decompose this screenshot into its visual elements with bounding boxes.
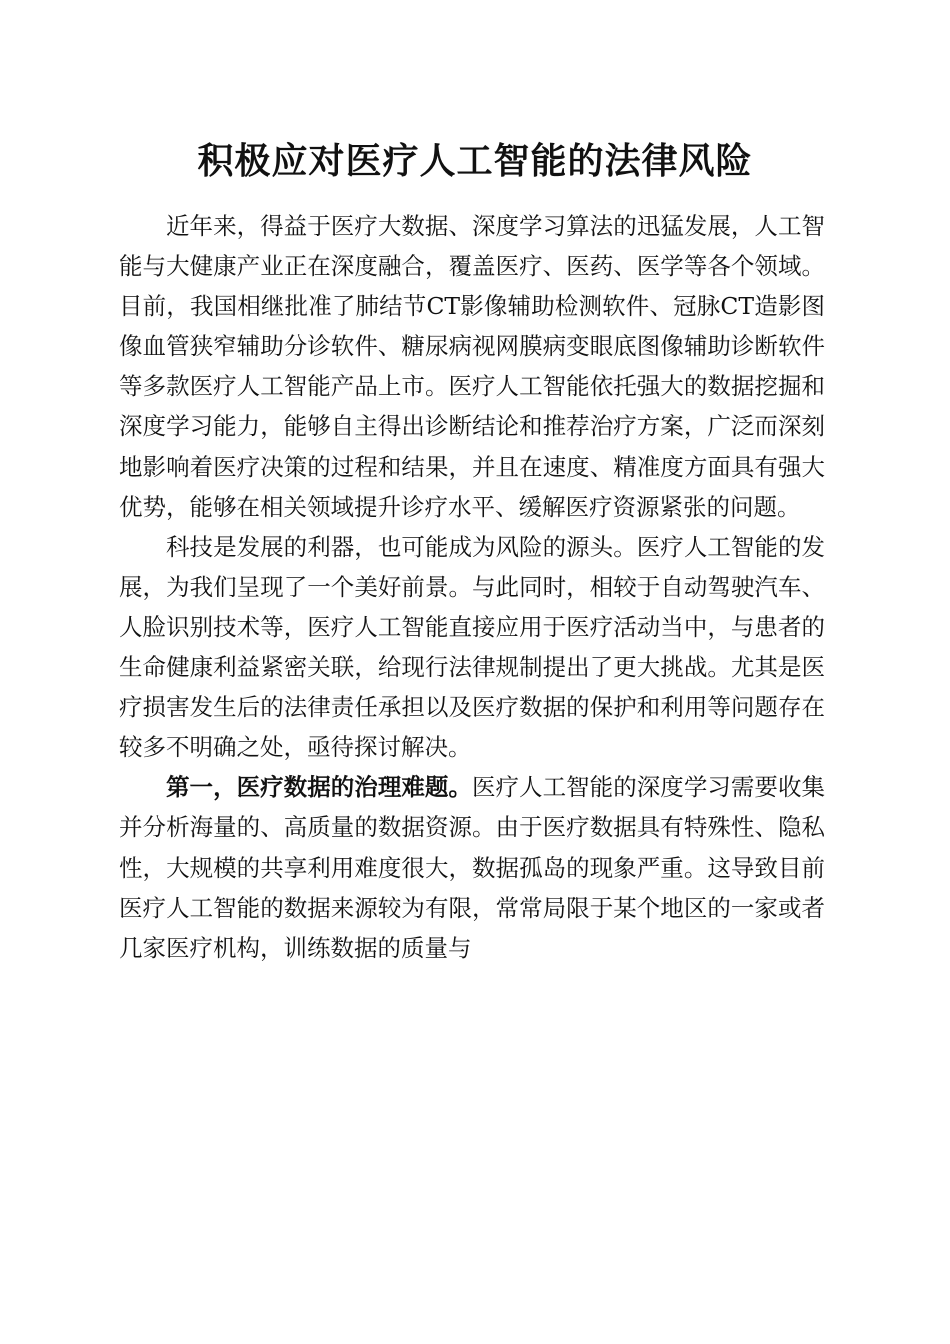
paragraph-intro <box>119 206 825 527</box>
document-body <box>119 206 825 968</box>
paragraph-risk-text: 科技是发展的利器，也可能成为风险的源头。医疗人工智能的发展，为我们呈现了一个美好前景。与此同时，相较于自动驾驶汽车、人脸识别技术等，医疗人工智能直接应用于医疗活动当中，与患者的生命健康利益紧密关联，给现行法律规制提出了更大挑战。尤其是医疗损害发生后的法律责任承担以及医疗数据的保护和利用等问题存在较多不明确之处，亟待探讨解决。 <box>119 532 825 762</box>
document-title: 积极应对医疗人工智能的法律风险 <box>197 140 753 182</box>
paragraph-intro-text: 近年来，得益于医疗大数据、深度学习算法的迅猛发展，人工智能与大健康产业正在深度融合，覆盖医疗、医药、医学等各个领域。目前，我国相继批准了肺结节CT影像辅助检测软件、冠脉CT造影图像血管狭窄辅助分诊软件、糖尿病视网膜病变眼底图像辅助诊断软件等多款医疗人工智能产品上市。医疗人工智能依托强大的数据挖掘和深度学习能力，能够自主得出诊断结论和推荐治疗方案，广泛而深刻地影响着医疗决策的过程和结果，并且在速度、精准度方面具有强大优势，能够在相关领域提升诊疗水平、缓解医疗资源紧张的问题。 <box>119 212 825 521</box>
paragraph-data-governance <box>119 767 825 967</box>
paragraph-lead-heading: 第一，医疗数据的治理难题。 <box>166 773 472 802</box>
paragraph-data-governance-text: 医疗人工智能的深度学习需要收集并分析海量的、高质量的数据资源。由于医疗数据具有特殊性、隐私性，大规模的共享利用难度很大，数据孤岛的现象严重。这导致目前医疗人工智能的数据来源较为有限，常常局限于某个地区的一家或者几家医疗机构，训练数据的质量与 <box>119 773 826 962</box>
paragraph-risk <box>119 527 825 768</box>
